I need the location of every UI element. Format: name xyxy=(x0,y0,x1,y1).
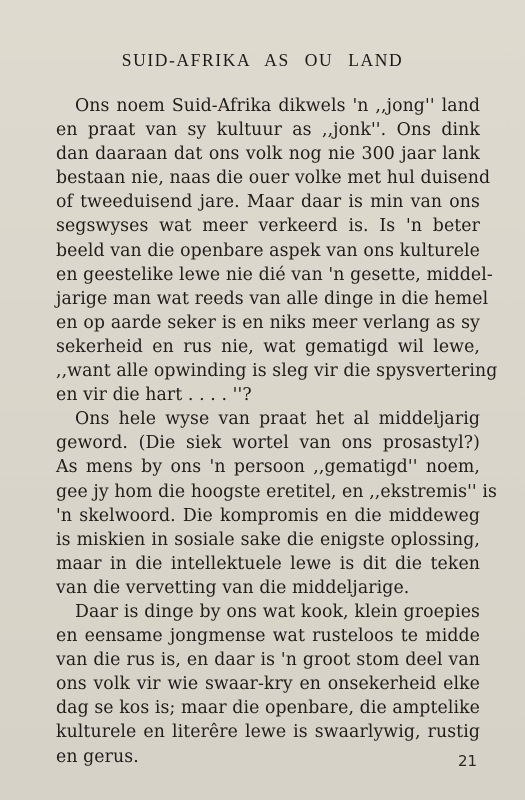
text-line: jarige man wat reeds van alle dinge in die hemel xyxy=(56,288,489,309)
text-line: en op aarde seker is en niks meer verlang as sy xyxy=(56,312,480,333)
text-line: beeld van die openbare aspek van ons kulturele xyxy=(56,240,480,261)
text-line: ons volk vir wie swaar-kry en onsekerheid elke xyxy=(56,674,480,695)
text-line: maar in die intellektuele lewe is dit die teken xyxy=(56,553,480,574)
text-line: ,,want alle opwinding is sleg vir die spysvertering xyxy=(56,361,498,382)
text-line: gee jy hom die hoogste eretitel, en ,,ekstremis'' is xyxy=(56,481,497,502)
text-line: 'n skelwoord. Die kompromis en die middeweg xyxy=(56,505,480,526)
text-line: dan daaraan dat ons volk nog nie 300 jaar lank xyxy=(56,144,480,165)
text-line: As mens by ons 'n persoon ,,gematigd'' noem, xyxy=(56,457,480,478)
text-line: is miskien in sosiale sake die enigste oplossing, xyxy=(56,529,480,550)
text-line: dag se kos is; maar die openbare, die amptelike xyxy=(56,698,480,719)
text-line: geword. (Die siek wortel van ons prosastyl?) xyxy=(56,433,480,454)
text-line: Daar is dinge by ons wat kook, klein groepies xyxy=(75,601,480,622)
text-line: en gerus. xyxy=(56,746,139,767)
page-number: 21 xyxy=(458,752,478,770)
text-line: en vir die hart . . . . ''? xyxy=(56,385,252,406)
text-line: kulturele en literêre lewe is swaarlywig, rustig xyxy=(56,722,480,743)
text-line: Ons hele wyse van praat het al middeljarig xyxy=(75,409,480,430)
text-line: of tweeduisend jare. Maar daar is min van ons xyxy=(56,192,480,213)
text-line: en eensame jongmense wat rusteloos te midde xyxy=(56,626,480,647)
text-line: van die rus is, en daar is 'n groot stom deel van xyxy=(56,650,480,671)
text-line: en praat van sy kultuur as ,,jonk''. Ons dink xyxy=(56,120,480,141)
body-text xyxy=(56,94,498,769)
text-line: bestaan nie, naas die ouer volke met hul duisend xyxy=(56,168,491,189)
running-head-title: SUID-AFRIKA AS OU LAND xyxy=(121,50,404,70)
text-line: Ons noem Suid-Afrika dikwels 'n ,,jong'' land xyxy=(75,96,480,116)
text-line: sekerheid en rus nie, wat gematigd wil lewe, xyxy=(56,336,480,357)
text-line: en geestelike lewe nie dié van 'n gesette, middel- xyxy=(56,264,493,285)
text-line: van die vervetting van die middeljarige. xyxy=(56,577,410,598)
text-line: segswyses wat meer verkeerd is. Is 'n beter xyxy=(56,216,480,237)
